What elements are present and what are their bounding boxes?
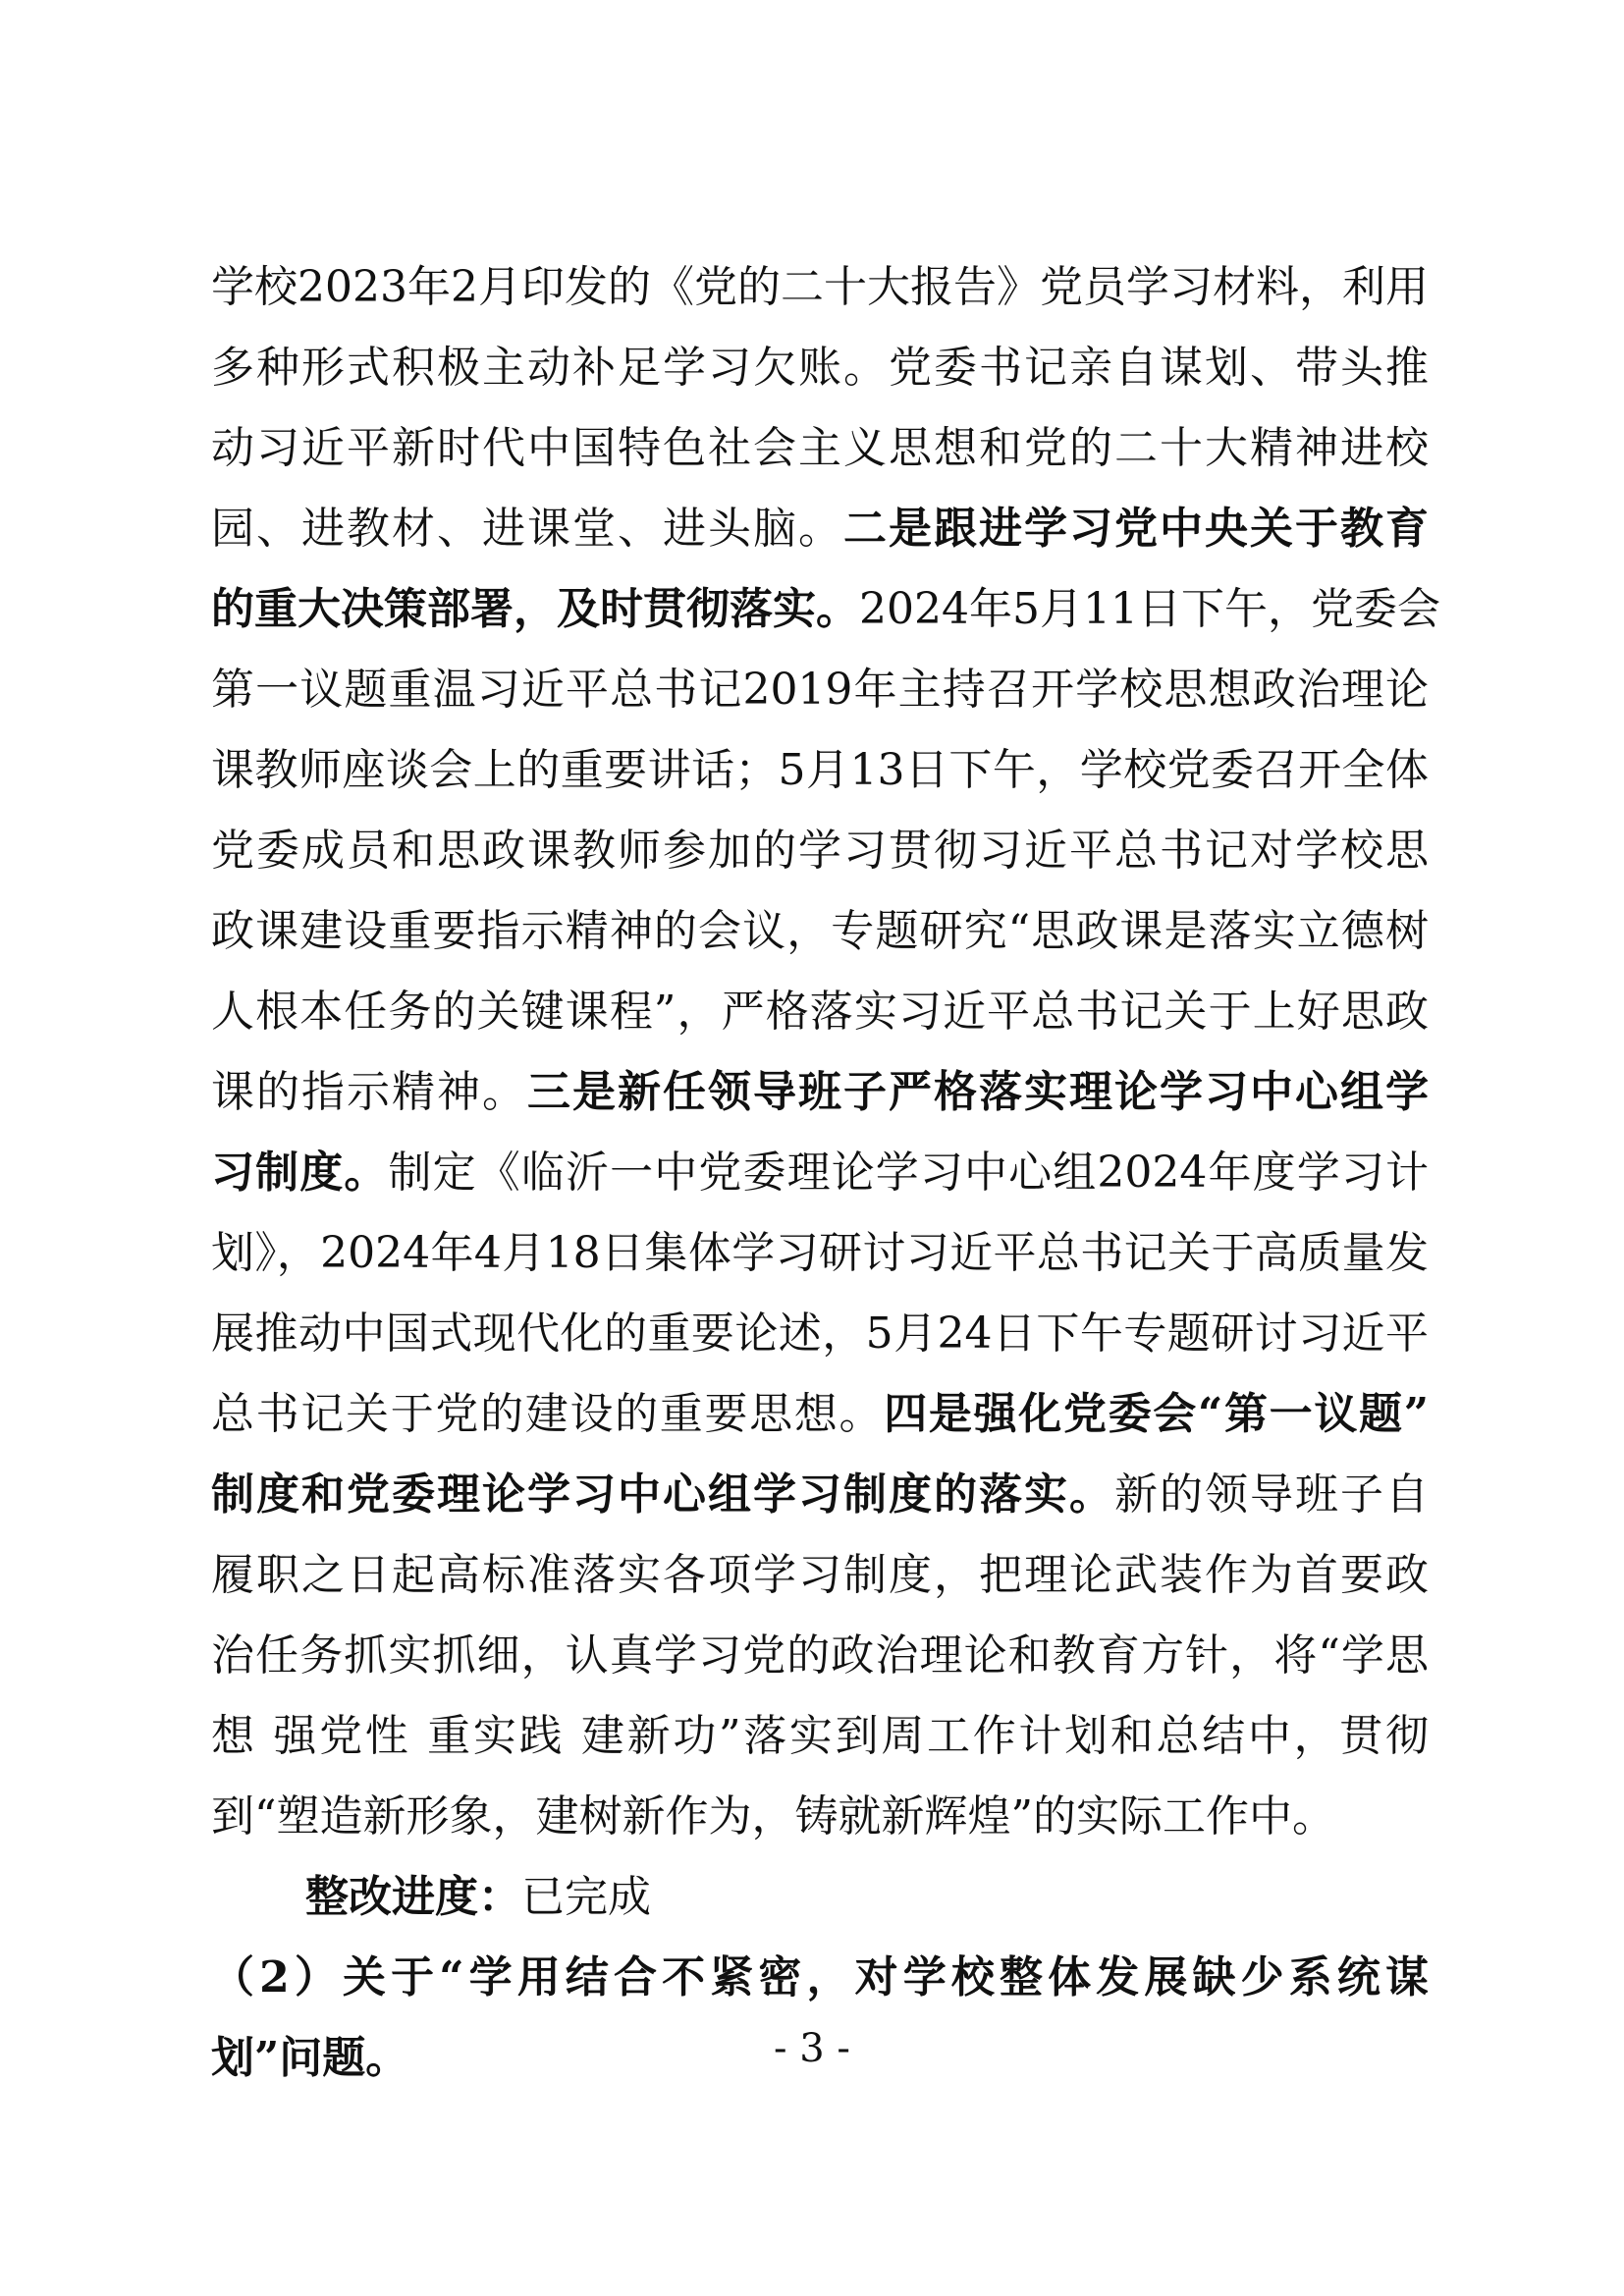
body-line: 动习近平新时代中国特色社会主义思想和党的二十大精神进校: [211, 423, 1429, 473]
body-line: [211, 1455, 1429, 1535]
body-text: 2024年5月11日下午，党委会: [859, 584, 1440, 634]
body-line: 多种形式积极主动补足学习欠账。党委书记亲自谋划、带头推: [211, 343, 1429, 393]
bold-heading-text: 二是跟进学习党中央关于教育: [843, 504, 1429, 554]
progress-label: 整改进度：: [305, 1872, 521, 1922]
body-line: 想 强党性 重实践 建新功”落实到周工作计划和总结中，贯彻: [211, 1711, 1429, 1761]
body-text: 课的指示精神。: [211, 1067, 527, 1117]
body-text: 总书记关于党的建设的重要思想。: [211, 1389, 885, 1439]
bold-heading-text: 四是强化党委会“第一议题”: [884, 1389, 1430, 1439]
body-line: [211, 569, 1440, 650]
body-line: 划》，2024年4月18日集体学习研讨习近平总书记关于高质量发: [211, 1228, 1429, 1278]
body-line: 政课建设重要指示精神的会议，专题研究“思政课是落实立德树: [211, 906, 1429, 956]
progress-value: 已完成: [521, 1872, 651, 1922]
body-line: 党委成员和思政课教师参加的学习贯彻习近平总书记对学校思: [211, 826, 1429, 876]
body-line: [211, 1374, 1429, 1455]
issue-heading-line: （2）关于“学用结合不紧密，对学校整体发展缺少系统谋: [211, 1952, 1429, 2002]
body-text: 园、进教材、进课堂、进头脑。: [211, 504, 843, 554]
body-line: 到“塑造新形象，建树新作为，铸就新辉煌”的实际工作中。: [211, 1791, 1335, 1842]
body-line: 履职之日起高标准落实各项学习制度，把理论武装作为首要政: [211, 1550, 1429, 1600]
body-line: 学校2023年2月印发的《党的二十大报告》党员学习材料，利用: [211, 262, 1429, 312]
progress-line: [211, 1857, 1429, 1938]
body-text: 新的领导班子自: [1114, 1469, 1429, 1520]
body-line: 人根本任务的关键课程”，严格落实习近平总书记关于上好思政: [211, 987, 1429, 1037]
page-number: - 3 -: [774, 2026, 850, 2071]
document-body: [211, 247, 1440, 2099]
body-text: 制定《临沂一中党委理论学习中心组2024年度学习计: [388, 1148, 1429, 1198]
bold-heading-text: 习制度。: [211, 1148, 389, 1198]
body-line: 第一议题重温习近平总书记2019年主持召开学校思想政治理论: [211, 665, 1429, 715]
issue-heading-line: 划”问题。: [211, 2033, 409, 2083]
body-line: 治任务抓实抓细，认真学习党的政治理论和教育方针，将“学思: [211, 1630, 1429, 1681]
body-line: [211, 1052, 1429, 1133]
body-line: [211, 489, 1429, 569]
body-line: 展推动中国式现代化的重要论述，5月24日下午专题研讨习近平: [211, 1308, 1429, 1359]
bold-heading-text: 的重大决策部署，及时贯彻落实。: [211, 584, 859, 634]
body-line: [211, 1133, 1429, 1213]
bold-heading-text: 三是新任领导班子严格落实理论学习中心组学: [527, 1067, 1429, 1117]
bold-heading-text: 制度和党委理论学习中心组学习制度的落实。: [211, 1469, 1114, 1520]
body-line: 课教师座谈会上的重要讲话；5月13日下午，学校党委召开全体: [211, 745, 1429, 795]
